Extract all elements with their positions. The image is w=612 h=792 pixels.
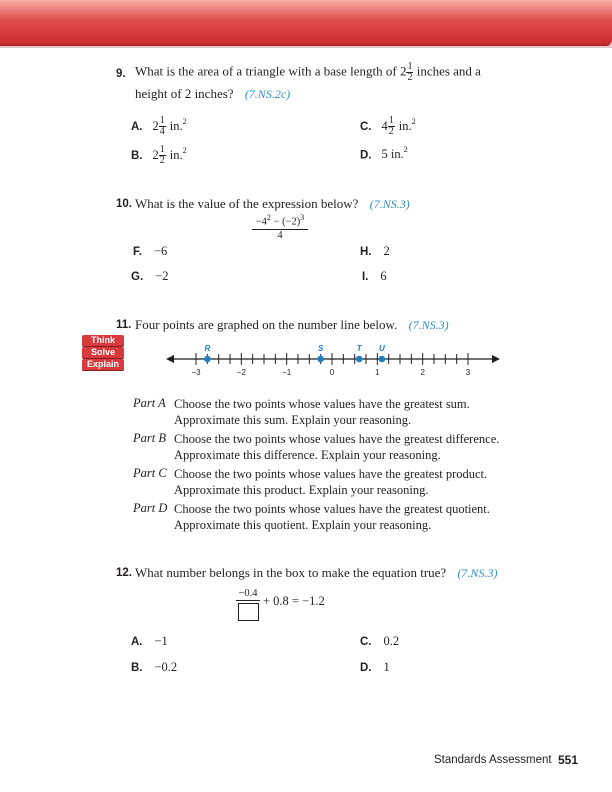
question-9-line2-text: height of 2 inches?: [135, 86, 234, 101]
q10-option-g[interactable]: [131, 267, 168, 285]
think-badge: Think: [82, 335, 124, 346]
option-fraction: [159, 116, 166, 137]
question-9-text-part2: inches and a: [413, 63, 481, 79]
question-9-text-part1: What is the area of a triangle with a base length of 2: [135, 63, 407, 79]
q9-option-c[interactable]: [360, 116, 416, 137]
q10-option-i[interactable]: [362, 267, 387, 285]
tick-label: 2: [420, 368, 425, 377]
option-label: F.: [133, 246, 142, 258]
point-label-r: R: [204, 344, 211, 353]
tick-label: −3: [191, 368, 201, 377]
option-text: 0.2: [383, 634, 400, 648]
q9-option-b[interactable]: [131, 145, 187, 166]
option-text: 6: [380, 269, 387, 283]
tick-label: 0: [329, 368, 335, 377]
option-text: −2: [155, 269, 169, 283]
option-unit: in.: [169, 148, 183, 163]
q12-option-a[interactable]: [131, 632, 168, 650]
option-whole: 4: [381, 119, 388, 134]
expr-exponent-b: 3: [300, 213, 305, 222]
fraction-denominator: 2: [159, 155, 165, 166]
question-9-text-line2: [135, 86, 290, 102]
fraction-numerator: 1: [159, 115, 165, 126]
option-whole: 2: [152, 148, 159, 163]
option-text: 2: [383, 244, 390, 258]
option-text: 1: [383, 660, 390, 674]
number-line: [160, 340, 510, 380]
question-11-text: [135, 317, 449, 333]
part-a-label: Part A: [133, 396, 166, 410]
option-exponent: 2: [411, 116, 416, 126]
option-text: −6: [153, 244, 168, 258]
number-line-group: [166, 344, 500, 377]
tick-label: −1: [282, 368, 292, 377]
option-label: B.: [131, 150, 143, 163]
fraction-numerator: 1: [388, 115, 394, 126]
question-10-text-body: What is the value of the expression below?: [135, 196, 359, 211]
question-11-text-body: Four points are graphed on the number line below.: [135, 317, 398, 332]
option-exponent: 2: [403, 145, 408, 154]
question-12-text: [135, 565, 497, 581]
right-arrow-icon: [492, 355, 500, 363]
point-t: [356, 356, 363, 363]
option-label: D.: [360, 662, 372, 674]
option-label: A.: [131, 121, 143, 134]
option-whole: 2: [152, 119, 159, 134]
q10-option-f[interactable]: [133, 242, 167, 260]
fraction-denominator: 2: [407, 72, 413, 83]
option-fraction: [159, 145, 166, 166]
option-unit: in.: [398, 119, 412, 134]
point-label-u: U: [378, 344, 385, 353]
question-10-standard: (7.NS.3): [369, 197, 410, 211]
option-text: −0.2: [154, 660, 178, 674]
q9-option-a[interactable]: [131, 116, 187, 137]
tick-label: −2: [236, 368, 246, 377]
explain-badge: Explain: [82, 359, 124, 370]
option-label: A.: [131, 636, 143, 648]
option-label: I.: [362, 271, 369, 283]
page-number: 551: [558, 753, 579, 767]
question-10-text: [135, 196, 410, 212]
question-9-number: 9.: [116, 68, 126, 80]
q10-option-h[interactable]: [360, 242, 390, 260]
expr-exponent-a: 2: [266, 213, 271, 222]
tick-label: 3: [465, 368, 471, 377]
fraction-denominator: 2: [388, 126, 394, 137]
part-b-label: Part B: [133, 431, 166, 445]
point-r: [204, 356, 211, 363]
point-label-t: T: [356, 344, 362, 353]
expression-denominator: 4: [277, 229, 283, 241]
solve-badge: Solve: [82, 347, 124, 358]
expr-part-b: − (−2): [270, 216, 301, 228]
expression-numerator: [252, 213, 308, 230]
expr-part-a: −4: [255, 216, 267, 228]
option-label: H.: [360, 246, 372, 258]
option-fraction: [388, 116, 395, 137]
header-band: [0, 0, 612, 46]
left-arrow-icon: [166, 355, 174, 363]
question-12-text-body: What number belongs in the box to make the equation true?: [135, 565, 447, 580]
part-d-label: Part D: [133, 501, 168, 515]
point-s: [317, 356, 324, 363]
part-b-text: Choose the two points whose values have the greatest difference. Approximate this difference. Explain your reasoning.: [174, 432, 500, 462]
part-d-text: Choose the two points whose values have the greatest quotient. Approximate this quotient. Explain your reasoning.: [174, 502, 490, 532]
option-exponent: 2: [182, 145, 187, 155]
equation-fraction-bar: [236, 600, 260, 601]
point-label-s: S: [317, 344, 324, 353]
option-exponent: 2: [182, 116, 187, 126]
question-11-number: 11.: [116, 319, 132, 331]
q12-option-c[interactable]: [360, 632, 399, 650]
footer-title: Standards Assessment: [434, 754, 552, 766]
question-10-number: 10.: [116, 198, 132, 210]
option-unit: in.: [169, 119, 183, 134]
option-text: 5 in.: [381, 147, 404, 162]
question-11-standard: (7.NS.3): [408, 318, 449, 332]
q12-option-b[interactable]: [131, 658, 177, 676]
q9-option-d[interactable]: [360, 145, 408, 163]
part-c-label: Part C: [133, 466, 167, 480]
point-u: [379, 356, 386, 363]
tick-label: 1: [375, 368, 380, 377]
fraction-numerator: 1: [159, 144, 165, 155]
answer-box[interactable]: [238, 603, 259, 621]
option-label: C.: [360, 636, 372, 648]
header-band-shadow: [0, 44, 612, 48]
option-text: −1: [154, 634, 168, 648]
equation-rest: + 0.8 = −1.2: [263, 594, 325, 608]
option-label: G.: [131, 271, 144, 283]
question-9-standard: (7.NS.2c): [244, 87, 291, 101]
question-10-expression: [252, 213, 308, 241]
equation-numerator: −0.4: [238, 588, 258, 599]
option-label: D.: [360, 149, 372, 162]
option-label: B.: [131, 662, 143, 674]
fraction-numerator: 1: [407, 61, 413, 72]
question-12-standard: (7.NS.3): [457, 566, 498, 580]
part-a-text: Choose the two points whose values have the greatest sum. Approximate this sum. Explain your reasoning.: [174, 397, 470, 427]
q12-option-d[interactable]: [360, 658, 390, 676]
fraction-denominator: 4: [159, 126, 165, 137]
question-12-number: 12.: [116, 567, 132, 579]
question-9-text: [135, 62, 481, 83]
option-label: C.: [360, 121, 372, 134]
part-c-text: Choose the two points whose values have the greatest product. Approximate this product. Explain your reasoning.: [174, 467, 488, 497]
